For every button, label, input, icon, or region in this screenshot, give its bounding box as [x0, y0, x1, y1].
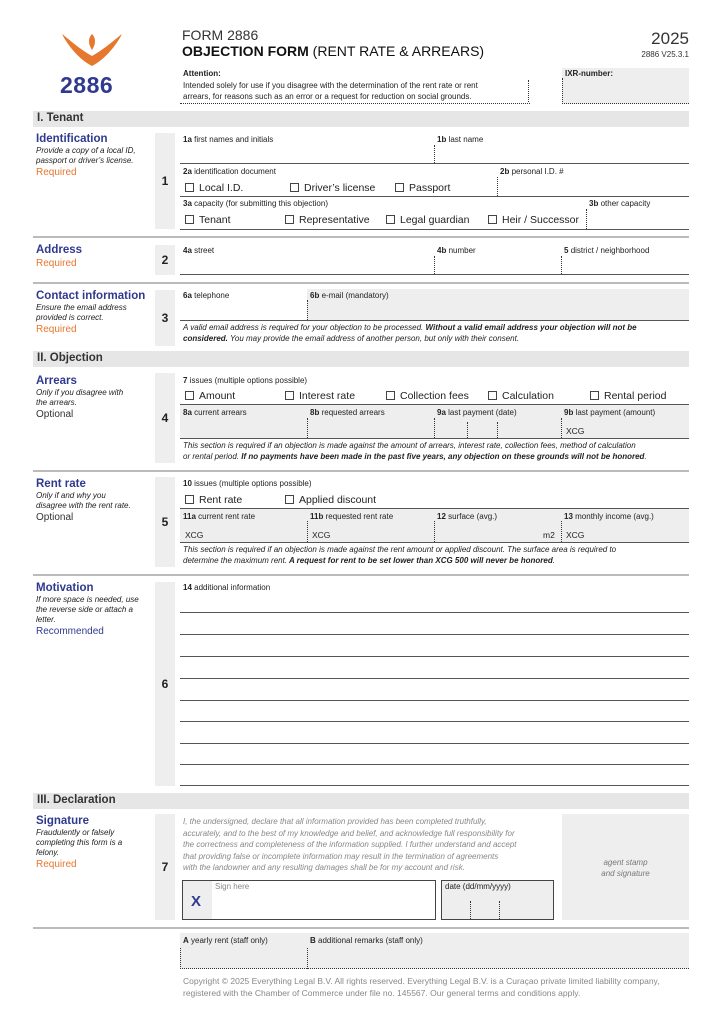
- date-label: date (dd/mm/yyyy): [445, 882, 511, 891]
- brand-code: 2886: [60, 72, 114, 98]
- form-title-rest: (RENT RATE & ARREARS): [312, 43, 485, 59]
- checkbox-rent-rate[interactable]: Rent rate: [185, 494, 242, 506]
- checkbox-tenant[interactable]: Tenant: [185, 214, 231, 226]
- checkbox-representative[interactable]: Representative: [285, 214, 370, 226]
- signature-x-icon: X: [191, 893, 202, 910]
- checkbox-passport[interactable]: Passport: [395, 182, 450, 194]
- arrears-note: This section is required if an objection is made against the amount of arrears, interest rate, collection fees, method of calculation or rental period. If no payments have been made in the past five years, any objection on these grounds will not be honored.: [183, 441, 647, 461]
- unit-12: m2: [543, 530, 555, 540]
- footer-copyright: Copyright © 2025 Everything Legal B.V. All rights reserved. Everything Legal B.V. is a Curaçao private limited liability company, registered with the Chamber of Commerce under file no. 145567. Our general terms and conditions apply.: [183, 976, 660, 998]
- checkbox-local-id[interactable]: Local I.D.: [185, 182, 243, 194]
- label-staff-a: A yearly rent (staff only): [183, 936, 268, 945]
- signature-heading: Signature Fraudulently or falsely completing this form is a felony. Required: [36, 815, 123, 870]
- form-title: [182, 43, 484, 59]
- section-number-5: 5: [155, 477, 175, 567]
- label-1a: 1a first names and initials: [183, 135, 274, 144]
- signature-box[interactable]: [182, 880, 436, 920]
- checkbox-rental-period[interactable]: Rental period: [590, 390, 666, 402]
- checkbox-heir-successor[interactable]: Heir / Successor: [488, 214, 579, 226]
- currency-13: XCG: [566, 530, 585, 540]
- label-1b: 1b last name: [437, 135, 484, 144]
- ixr-number-label: IXR-number:: [565, 69, 613, 78]
- contact-note: A valid email address is required for your objection to be processed. Without a valid email address your objection will not be considered. You may provide the email address of another person, but only with their consent.: [183, 323, 637, 343]
- checkbox-drivers-license[interactable]: Driver’s license: [290, 182, 375, 194]
- label-14: 14 additional information: [183, 583, 271, 592]
- declaration-text: I, the undersigned, declare that all information provided has been completed truthfully, accurately, and to the best of my knowledge and belief, and acknowledge full responsibility for the correctness and completeness of the information supplied. I further understand and accept that providing false or incomplete information may result in the termination of agreements with the landowner and any resulting damages shall be for my account and risk.: [183, 817, 517, 872]
- checkbox-calculation[interactable]: Calculation: [488, 390, 554, 402]
- address-heading: Address Required: [36, 244, 83, 269]
- label-11a: 11a current rent rate: [183, 512, 256, 521]
- rent-rate-note: This section is required if an objection is made against the rent amount or applied discount. The surface area is required to determine the maximum rent. A request for rent to be set lower than XCG 500 will never be honored.: [183, 545, 617, 565]
- date-box[interactable]: [441, 880, 554, 920]
- label-7: 7 issues (multiple options possible): [183, 376, 308, 385]
- section-number-2: 2: [155, 245, 175, 275]
- attention-text-1: Intended solely for use if you disagree with the determination of the rent rate or rent: [183, 81, 478, 90]
- attention-label: Attention:: [183, 69, 221, 78]
- sign-here-placeholder: Sign here: [215, 882, 250, 891]
- label-9b: 9b last payment (amount): [564, 408, 656, 417]
- label-4b: 4b number: [437, 246, 476, 255]
- section-number-1: 1: [155, 133, 175, 229]
- label-6a: 6a telephone: [183, 291, 230, 300]
- form-year: 2025: [651, 29, 689, 48]
- agent-stamp-label: agent stamp and signature: [601, 858, 650, 878]
- label-12: 12 surface (avg.): [437, 512, 498, 521]
- label-3a: 3a capacity (for submitting this objection): [183, 199, 328, 208]
- label-8a: 8a current arrears: [183, 408, 247, 417]
- label-staff-b: B additional remarks (staff only): [310, 936, 423, 945]
- section-number-7: 7: [155, 814, 175, 920]
- section-number-6: 6: [155, 582, 175, 786]
- arrears-heading: Arrears Only if you disagree with the arrears. Optional: [36, 375, 124, 420]
- currency-11a: XCG: [185, 530, 204, 540]
- form-title-bold: OBJECTION FORM: [182, 43, 309, 59]
- label-10: 10 issues (multiple options possible): [183, 479, 312, 488]
- bird-wing-icon: [60, 30, 124, 70]
- motivation-heading: Motivation If more space is needed, use the reverse side or attach a letter. Recommended: [36, 582, 139, 637]
- currency-9b: XCG: [566, 426, 585, 436]
- checkbox-collection-fees[interactable]: Collection fees: [386, 390, 469, 402]
- label-2b: 2b personal I.D. #: [500, 167, 564, 176]
- brand-logo: [60, 30, 124, 70]
- identification-heading: Identification Provide a copy of a local ID, passport or driver’s license. Required: [36, 133, 136, 178]
- section-number-4: 4: [155, 373, 175, 463]
- label-2a: 2a identification document: [183, 167, 276, 176]
- label-5: 5 district / neighborhood: [564, 246, 650, 255]
- attention-text-2: arrears, for reasons such as an error or a request for reduction on social grounds.: [183, 92, 472, 101]
- label-6b: 6b e-mail (mandatory): [310, 291, 389, 300]
- label-4a: 4a street: [183, 246, 215, 255]
- label-11b: 11b requested rent rate: [310, 512, 394, 521]
- label-9a: 9a last payment (date): [437, 408, 517, 417]
- label-3b: 3b other capacity: [589, 199, 651, 208]
- checkbox-interest-rate[interactable]: Interest rate: [285, 390, 355, 402]
- label-13: 13 monthly income (avg.): [564, 512, 654, 521]
- label-8b: 8b requested arrears: [310, 408, 385, 417]
- form-version: 2886 V25.3.1: [641, 50, 689, 59]
- checkbox-legal-guardian[interactable]: Legal guardian: [386, 214, 469, 226]
- checkbox-amount[interactable]: Amount: [185, 390, 235, 402]
- section-objection-header: II. Objection: [33, 351, 689, 367]
- section-tenant-header: I. Tenant: [33, 111, 689, 127]
- currency-11b: XCG: [312, 530, 331, 540]
- form-number: FORM 2886: [182, 27, 259, 43]
- contact-heading: Contact information Ensure the email address provided is correct. Required: [36, 290, 146, 335]
- checkbox-applied-discount[interactable]: Applied discount: [285, 494, 376, 506]
- rent-rate-heading: Rent rate Only if and why you disagree with the rent rate. Optional: [36, 478, 131, 523]
- section-declaration-header: III. Declaration: [33, 793, 689, 809]
- section-number-3: 3: [155, 290, 175, 346]
